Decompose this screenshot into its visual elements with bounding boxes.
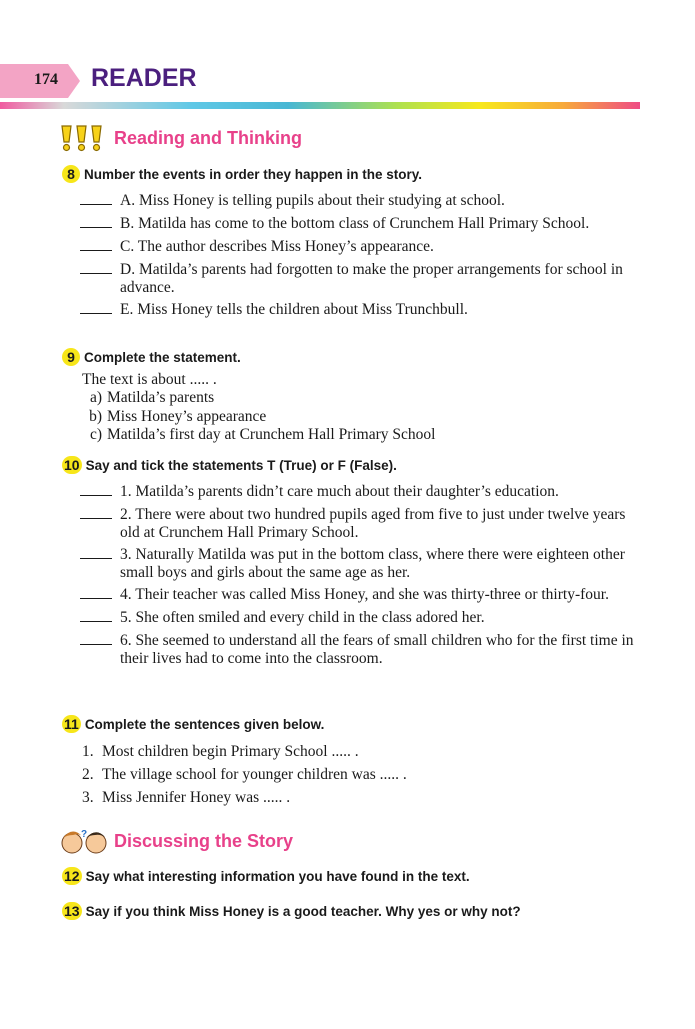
answer-blank[interactable] bbox=[80, 238, 112, 251]
section-discussing-the-story bbox=[60, 826, 293, 856]
section-title: Discussing the Story bbox=[114, 830, 294, 851]
section-reading-and-thinking bbox=[60, 124, 302, 152]
answer-blank[interactable] bbox=[80, 483, 112, 496]
list-item: C. The author describes Miss Honey’s appearance. bbox=[80, 238, 640, 257]
task-number-badge: 9 bbox=[62, 348, 80, 366]
option-item[interactable]: c) Matilda’s first day at Crunchem Hall Primary School bbox=[89, 426, 436, 443]
list-item: 2. The village school for younger children was ..... . bbox=[82, 766, 407, 783]
option-item[interactable]: a) Matilda’s parents bbox=[89, 389, 215, 406]
statement-stem: The text is about ..... . bbox=[82, 371, 217, 388]
task-title: Number the events in order they happen in the story. bbox=[84, 166, 423, 182]
task-number-badge: 11 bbox=[64, 716, 79, 732]
list-item: E. Miss Honey tells the children about Miss Trunchbull. bbox=[80, 301, 640, 320]
svg-text:?: ? bbox=[81, 829, 88, 840]
answer-blank[interactable] bbox=[80, 192, 112, 205]
list-item: 1. Most children begin Primary School ..... . bbox=[82, 743, 359, 760]
task-number-badge: 12 bbox=[64, 868, 80, 884]
list-item: 5. She often smiled and every child in the class adored her. bbox=[80, 609, 640, 628]
task-10 bbox=[62, 456, 642, 474]
answer-blank[interactable] bbox=[80, 609, 112, 622]
section-title: Reading and Thinking bbox=[114, 127, 302, 148]
option-item[interactable]: b) Miss Honey’s appearance bbox=[89, 407, 267, 425]
task-11-list bbox=[82, 743, 642, 812]
answer-blank[interactable] bbox=[80, 215, 112, 228]
exclamation-marks-icon bbox=[60, 124, 104, 152]
task-12 bbox=[62, 867, 642, 885]
answer-blank[interactable] bbox=[80, 301, 112, 314]
task-title: Complete the statement. bbox=[84, 349, 241, 365]
list-item: A. Miss Honey is telling pupils about their studying at school. bbox=[80, 192, 640, 211]
answer-blank[interactable] bbox=[80, 546, 112, 559]
answer-blank[interactable] bbox=[80, 506, 112, 519]
task-number-badge: 13 bbox=[64, 903, 80, 919]
task-title: Complete the sentences given below. bbox=[84, 716, 325, 732]
list-item: 6. She seemed to understand all the fears of small children who for the first time in their lives had to come into the classroom. bbox=[80, 632, 640, 668]
task-9-body bbox=[82, 371, 642, 445]
task-title: Say what interesting information you have found in the text. bbox=[85, 868, 470, 884]
answer-blank[interactable] bbox=[80, 586, 112, 599]
list-item: 3. Miss Jennifer Honey was ..... . bbox=[82, 789, 291, 806]
list-item: 2. There were about two hundred pupils aged from five to just under twelve years old at Crunchem Hall Primary School. bbox=[80, 506, 640, 542]
page-title: READER bbox=[91, 64, 197, 92]
task-title: Say if you think Miss Honey is a good teacher. Why yes or why not? bbox=[85, 903, 521, 919]
task-11 bbox=[62, 715, 642, 733]
list-item: B. Matilda has come to the bottom class of Crunchem Hall Primary School. bbox=[80, 215, 640, 234]
answer-blank[interactable] bbox=[80, 632, 112, 645]
task-number-badge: 10 bbox=[64, 457, 80, 473]
task-13 bbox=[62, 902, 642, 920]
task-8-list bbox=[80, 192, 640, 324]
task-9 bbox=[62, 348, 642, 366]
list-item: 1. Matilda’s parents didn’t care much about their daughter’s education. bbox=[80, 483, 640, 502]
rainbow-divider bbox=[0, 102, 640, 109]
answer-blank[interactable] bbox=[80, 261, 112, 274]
task-8 bbox=[62, 165, 642, 183]
list-item: 4. Their teacher was called Miss Honey, and she was thirty-three or thirty-four. bbox=[80, 586, 640, 605]
list-item: D. Matilda’s parents had forgotten to make the proper arrangements for school in advance. bbox=[80, 261, 640, 297]
discussion-children-icon bbox=[60, 826, 108, 856]
task-10-list bbox=[80, 483, 640, 672]
list-item: 3. Naturally Matilda was put in the bottom class, where there were eighteen other small boys and girls about the same age as her. bbox=[80, 546, 640, 582]
task-number-badge: 8 bbox=[62, 165, 80, 183]
page-number: 174 bbox=[34, 71, 58, 88]
task-title: Say and tick the statements T (True) or F (False). bbox=[85, 457, 397, 473]
